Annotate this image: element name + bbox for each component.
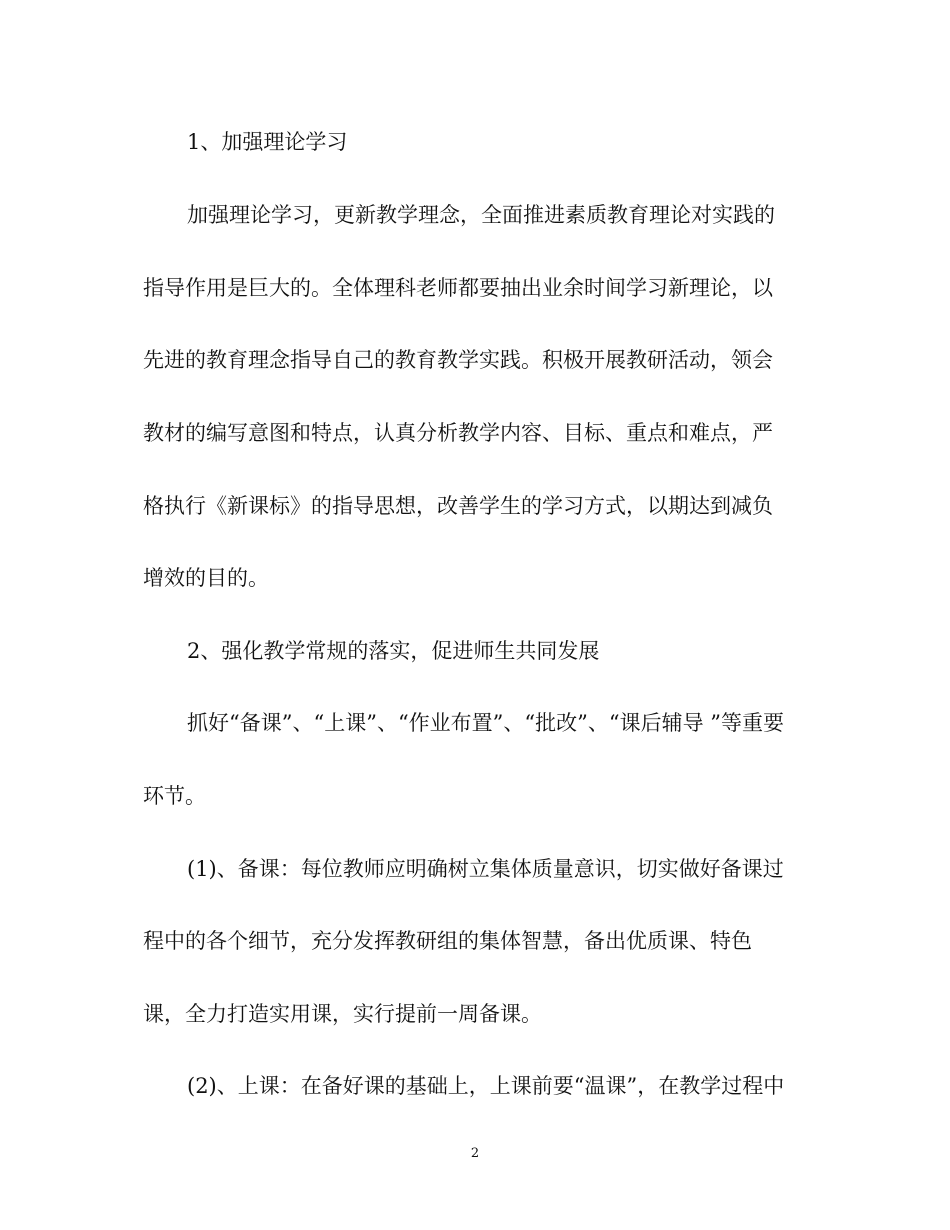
paragraph-line: 增效的目的。 bbox=[143, 566, 269, 590]
paragraph-line: 教材的编写意图和特点，认真分析教学内容、目标、重点和难点，严 bbox=[143, 421, 773, 445]
paragraph-line: 先进的教育理念指导自己的教育教学实践。积极开展教研活动，领会 bbox=[143, 348, 773, 372]
section-heading-2: 2、强化教学常规的落实，促进师生共同发展 bbox=[187, 639, 600, 663]
paragraph-line: 加强理论学习，更新教学理念，全面推进素质教育理论对实践的 bbox=[187, 203, 775, 227]
page-number: 2 bbox=[470, 1146, 480, 1161]
paragraph-line: (2)、上课：在备好课的基础上，上课前要“温课”，在教学过程中 bbox=[187, 1074, 785, 1098]
section-heading-1: 1、加强理论学习 bbox=[187, 130, 348, 154]
paragraph-line: 格执行《新课标》的指导思想，改善学生的学习方式，以期达到减负 bbox=[143, 494, 773, 518]
paragraph-line: 程中的各个细节，充分发挥教研组的集体智慧，备出优质课、特色 bbox=[143, 929, 752, 953]
paragraph-line: 指导作用是巨大的。全体理科老师都要抽出业余时间学习新理论，以 bbox=[143, 276, 773, 300]
paragraph-line: 课，全力打造实用课，实行提前一周备课。 bbox=[143, 1002, 542, 1026]
paragraph-line: 抓好“备课”、“上课”、“作业布置”、“批改”、“课后辅导 ”等重要 bbox=[187, 711, 785, 735]
paragraph-line: (1)、备课：每位教师应明确树立集体质量意识，切实做好备课过 bbox=[187, 857, 784, 881]
paragraph-line: 环节。 bbox=[143, 784, 206, 808]
